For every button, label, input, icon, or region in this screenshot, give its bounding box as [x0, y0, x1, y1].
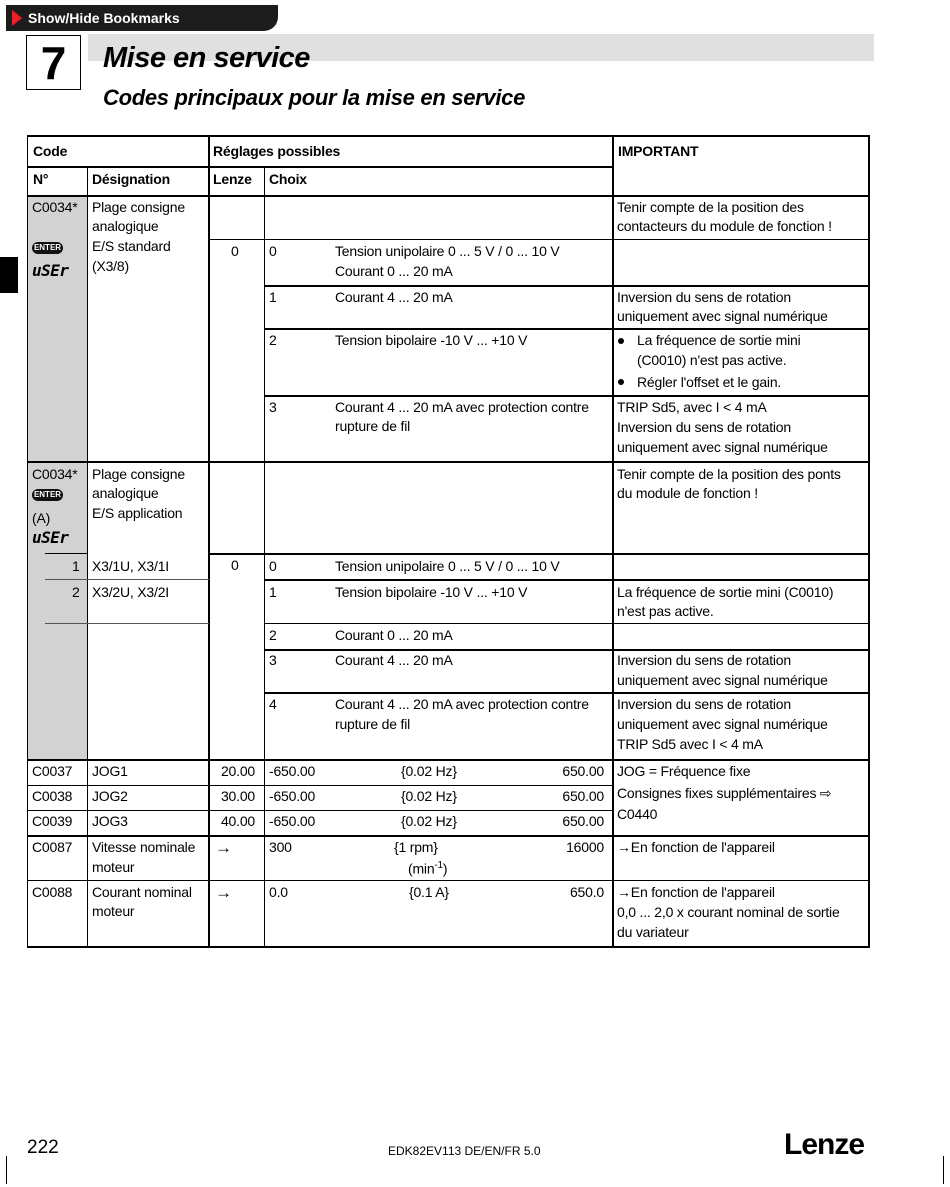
range-unit: {0.02 Hz}	[401, 813, 457, 829]
jog-note: C0440	[617, 806, 658, 822]
lenze-default: 40.00	[220, 813, 255, 829]
header-important: IMPORTANT	[618, 143, 699, 159]
important-note: Inversion du sens de rotation	[617, 652, 791, 668]
sub-number: 2	[72, 584, 80, 600]
range-max: 650.00	[562, 763, 604, 779]
arrow-right-icon: →	[215, 883, 232, 902]
designation-line: Vitesse nominale	[92, 839, 196, 855]
header-lenze: Lenze	[213, 171, 252, 187]
bullet-icon	[618, 338, 624, 344]
header-num: N°	[33, 171, 49, 187]
important-note: Inversion du sens de rotation	[617, 289, 791, 305]
designation-line: Plage consigne	[92, 199, 185, 215]
code-c0088: C0088	[32, 884, 73, 900]
lenze-logo: Lenze	[784, 1128, 865, 1161]
important-note: du module de fonction !	[617, 485, 758, 501]
choice-text: Courant 4 ... 20 mA	[335, 289, 453, 305]
important-note: →En fonction de l'appareil	[617, 884, 775, 900]
code-c0034-application: C0034*	[32, 466, 78, 482]
choice-number: 0	[269, 243, 277, 259]
choice-text: Tension unipolaire 0 ... 5 V / 0 ... 10 V	[335, 243, 560, 259]
choice-text: Tension bipolaire -10 V ... +10 V	[335, 584, 528, 600]
choice-text: rupture de fil	[335, 418, 411, 434]
page-title: Mise en service	[103, 42, 310, 74]
important-note: du variateur	[617, 924, 689, 940]
header-reglages: Réglages possibles	[213, 143, 341, 159]
designation-line: (X3/8)	[92, 258, 129, 274]
header-choix: Choix	[269, 171, 307, 187]
sub-number: 1	[72, 558, 80, 574]
range-min: -650.00	[269, 813, 316, 829]
sub-label: X3/1U, X3/1I	[92, 558, 169, 574]
designation-line: Plage consigne	[92, 466, 185, 482]
important-note: uniquement avec signal numérique	[617, 439, 828, 455]
range-unit: {0.1 A}	[409, 884, 449, 900]
choice-number: 3	[269, 399, 277, 415]
sub-label: X3/2U, X3/2I	[92, 584, 169, 600]
edge-mark	[6, 1156, 7, 1184]
page-number: 222	[27, 1137, 59, 1158]
important-note: →En fonction de l'appareil	[617, 839, 775, 855]
edge-mark	[943, 1156, 944, 1184]
code-suffix: (A)	[32, 510, 51, 526]
header-designation: Désignation	[92, 171, 170, 187]
user-display-icon: uSEr	[32, 528, 69, 547]
range-unit: {1 rpm}	[394, 839, 438, 855]
choice-number: 0	[269, 558, 277, 574]
document-reference: EDK82EV113 DE/EN/FR 5.0	[388, 1144, 541, 1158]
choice-number: 2	[269, 627, 277, 643]
important-note: uniquement avec signal numérique	[617, 716, 828, 732]
range-min: 0.0	[269, 884, 288, 900]
choice-text: Courant 4 ... 20 mA avec protection contre	[335, 696, 589, 712]
lenze-default: 30.00	[220, 788, 255, 804]
designation-line: analogique	[92, 485, 159, 501]
show-hide-bookmarks-button[interactable]	[6, 5, 278, 31]
jog-note: Consignes fixes supplémentaires ⇨	[617, 785, 832, 801]
range-max: 16000	[566, 839, 604, 855]
range-min: -650.00	[269, 763, 316, 779]
important-note: Inversion du sens de rotation	[617, 419, 791, 435]
range-min: 300	[269, 839, 292, 855]
designation-line: analogique	[92, 218, 159, 234]
important-note: Tenir compte de la position des	[617, 199, 804, 215]
choice-text: Courant 0 ... 20 mA	[335, 263, 453, 279]
important-note: contacteurs du module de fonction !	[617, 218, 832, 234]
margin-marker	[0, 257, 18, 293]
important-note: La fréquence de sortie mini	[637, 332, 801, 348]
choice-number: 1	[269, 289, 277, 305]
choice-number: 3	[269, 652, 277, 668]
important-note: (C0010) n'est pas active.	[637, 352, 787, 368]
important-note: TRIP Sd5, avec I < 4 mA	[617, 399, 767, 415]
header-code: Code	[33, 143, 68, 159]
code-cell-shade	[28, 462, 87, 759]
choice-text: Tension bipolaire -10 V ... +10 V	[335, 332, 528, 348]
designation-line: E/S application	[92, 505, 183, 521]
jog-name: JOG3	[92, 813, 128, 829]
choice-number: 2	[269, 332, 277, 348]
range-unit: {0.02 Hz}	[401, 788, 457, 804]
range-unit: {0.02 Hz}	[401, 763, 457, 779]
jog-note: JOG = Fréquence fixe	[617, 763, 751, 779]
designation-line: Courant nominal	[92, 884, 192, 900]
choice-text: Courant 4 ... 20 mA	[335, 652, 453, 668]
important-note: 0,0 ... 2,0 x courant nominal de sortie	[617, 904, 840, 920]
choice-number: 1	[269, 584, 277, 600]
code-c0039: C0039	[32, 813, 73, 829]
range-unit-min: $(\min^{-1})$	[408, 860, 448, 877]
lenze-default: 0	[231, 557, 239, 573]
important-note: La fréquence de sortie mini (C0010)	[617, 584, 834, 600]
bookmarks-label: Show/Hide Bookmarks	[28, 10, 180, 26]
user-display-icon: uSEr	[32, 261, 69, 280]
choice-number: 4	[269, 696, 277, 712]
parameter-table	[27, 135, 869, 948]
page-subtitle: Codes principaux pour la mise en service	[103, 85, 526, 110]
triangle-right-icon	[12, 10, 22, 26]
chapter-number: 7	[26, 35, 81, 90]
lenze-default: 20.00	[220, 763, 255, 779]
choice-text: Courant 4 ... 20 mA avec protection contre	[335, 399, 589, 415]
enter-key-icon: ENTER	[33, 490, 62, 499]
important-note: TRIP Sd5 avec I < 4 mA	[617, 736, 763, 752]
code-c0087: C0087	[32, 839, 73, 855]
designation-line: moteur	[92, 903, 135, 919]
jog-name: JOG1	[92, 763, 128, 779]
choice-text: rupture de fil	[335, 716, 411, 732]
range-max: 650.00	[562, 788, 604, 804]
jog-name: JOG2	[92, 788, 128, 804]
important-note: uniquement avec signal numérique	[617, 672, 828, 688]
code-c0038: C0038	[32, 788, 73, 804]
enter-key-icon: ENTER	[33, 243, 62, 252]
important-note: n'est pas active.	[617, 603, 714, 619]
lenze-default: 0	[231, 243, 239, 259]
important-note: Tenir compte de la position des ponts	[617, 466, 841, 482]
range-min: -650.00	[269, 788, 316, 804]
important-note: uniquement avec signal numérique	[617, 308, 828, 324]
range-max: 650.00	[562, 813, 604, 829]
range-max: 650.0	[569, 884, 604, 900]
choice-text: Courant 0 ... 20 mA	[335, 627, 453, 643]
bullet-icon	[618, 379, 624, 385]
code-c0034-standard: C0034*	[32, 199, 78, 215]
important-note: Régler l'offset et le gain.	[637, 374, 782, 390]
designation-line: moteur	[92, 859, 135, 875]
important-note: Inversion du sens de rotation	[617, 696, 791, 712]
arrow-right-icon: →	[215, 838, 232, 857]
designation-line: E/S standard	[92, 238, 171, 254]
code-c0037: C0037	[32, 763, 73, 779]
code-cell-shade	[28, 196, 87, 461]
choice-text: Tension unipolaire 0 ... 5 V / 0 ... 10 V	[335, 558, 560, 574]
